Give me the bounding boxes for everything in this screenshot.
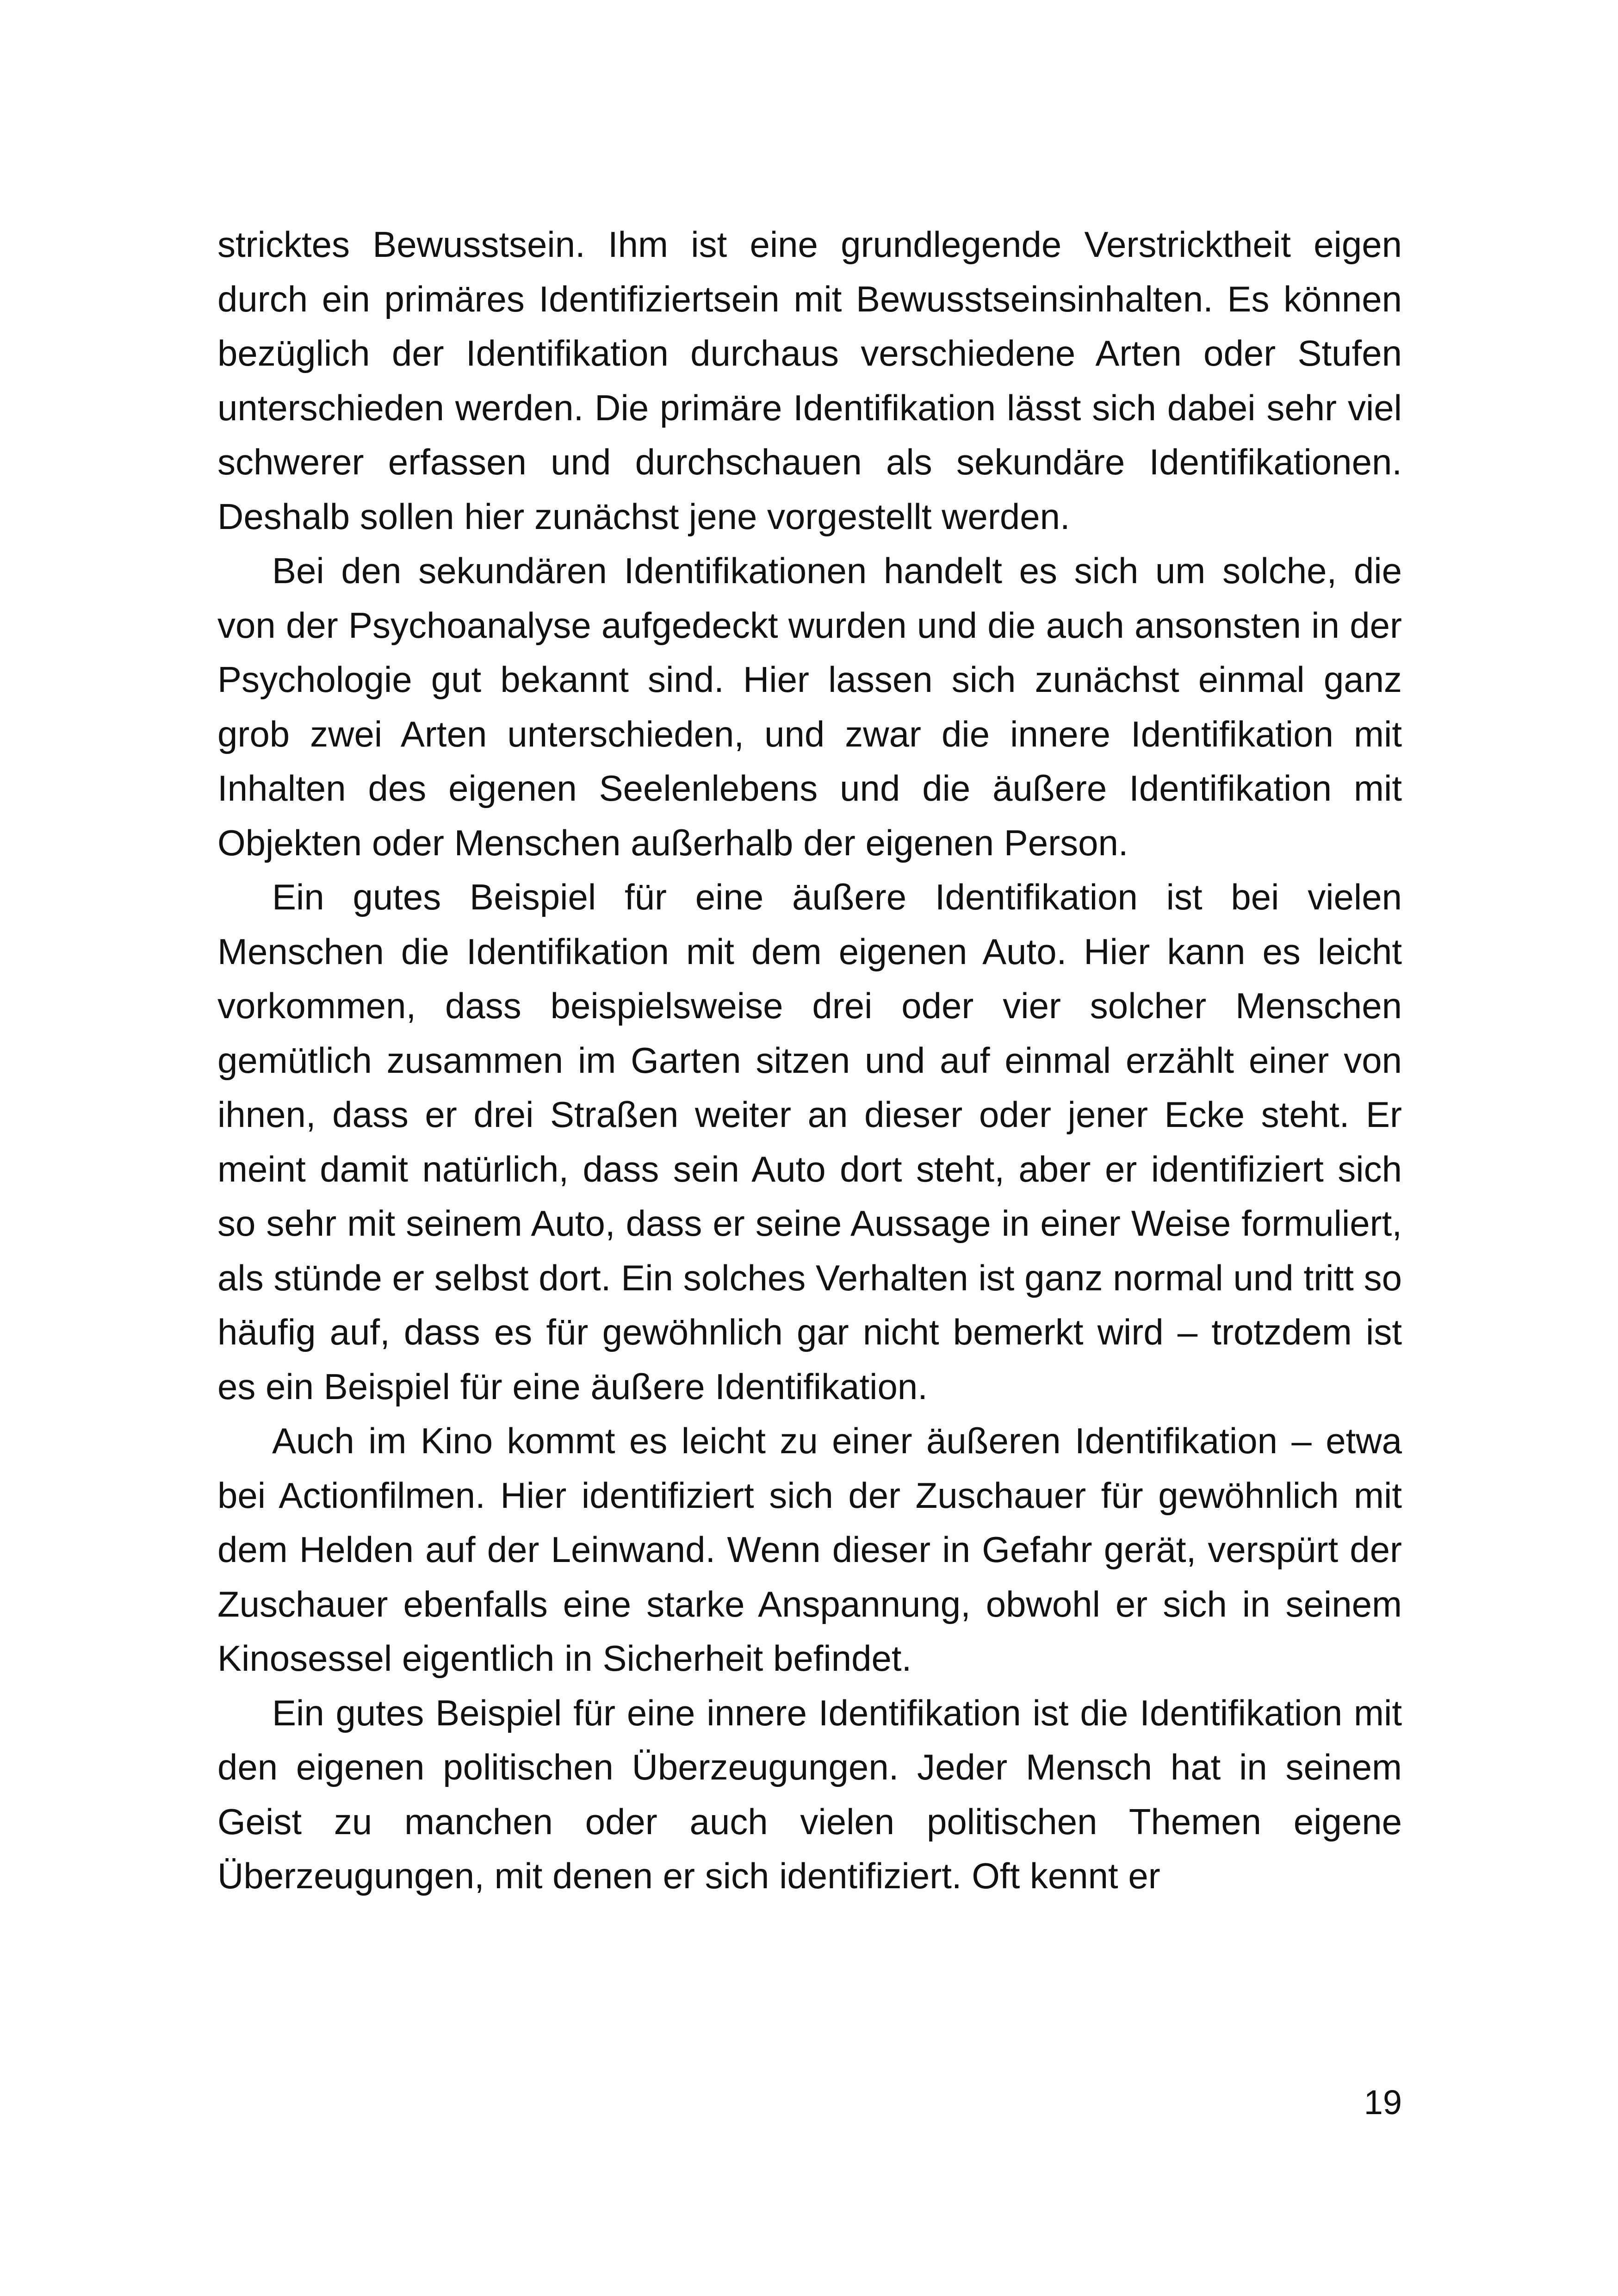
paragraph-3: Ein gutes Beispiel für eine äußere Identifikation ist bei vielen Menschen die Identifikation mit dem eigenen Auto. Hier kann es leicht vorkommen, dass beispielsweise drei oder vier solcher Menschen gemütlich zusammen im Garten sitzen und auf einmal erzählt einer von ihnen, dass er drei Straßen weiter an dieser oder jener Ecke steht. Er meint damit natürlich, dass sein Auto dort steht, aber er identifiziert sich so sehr mit seinem Auto, dass er seine Aussage in einer Weise formuliert, als stünde er selbst dort. Ein solches Verhalten ist ganz normal und tritt so häufig auf, dass es für gewöhnlich gar nicht bemerkt wird – trotzdem ist es ein Beispiel für eine äußere Identifikation. <box>217 877 1402 1407</box>
paragraph-4: Auch im Kino kommt es leicht zu einer äußeren Identifikation – etwa bei Actionfilmen. Hier identifiziert sich der Zuschauer für gewöhnlich mit dem Helden auf der Leinwand. Wenn dieser in Gefahr gerät, verspürt der Zuschauer ebenfalls eine starke Anspannung, obwohl er sich in seinem Kinosessel eigentlich in Sicherheit befindet. <box>217 1420 1402 1679</box>
paragraph-5: Ein gutes Beispiel für eine innere Identifikation ist die Identifikation mit den eigenen politischen Überzeugungen. Jeder Mensch hat in seinem Geist zu manchen oder auch vielen politischen Themen eigene Überzeugungen, mit denen er sich identifiziert. Oft kennt er <box>217 1692 1402 1896</box>
body-text <box>217 218 1402 1904</box>
paragraph-1: stricktes Bewusstsein. Ihm ist eine grundlegende Verstricktheit eigen durch ein primäres Identifiziertsein mit Bewusstseinsinhalten. Es können bezüglich der Identifikation durchaus verschiedene Arten oder Stufen unterschieden werden. Die primäre Identifikation lässt sich dabei sehr viel schwerer erfassen und durchschauen als sekundäre Identifikationen. Deshalb sollen hier zunächst jene vorgestellt werden. <box>217 224 1402 537</box>
paragraph-2: Bei den sekundären Identifikationen handelt es sich um solche, die von der Psychoanalyse aufgedeckt wurden und die auch ansonsten in der Psychologie gut bekannt sind. Hier lassen sich zunächst einmal ganz grob zwei Arten unterschieden, und zwar die innere Identifikation mit Inhalten des eigenen Seelenlebens und die äußere Identifikation mit Objekten oder Menschen außerhalb der eigenen Person. <box>217 550 1402 863</box>
page-number: 19 <box>1364 2083 1402 2122</box>
